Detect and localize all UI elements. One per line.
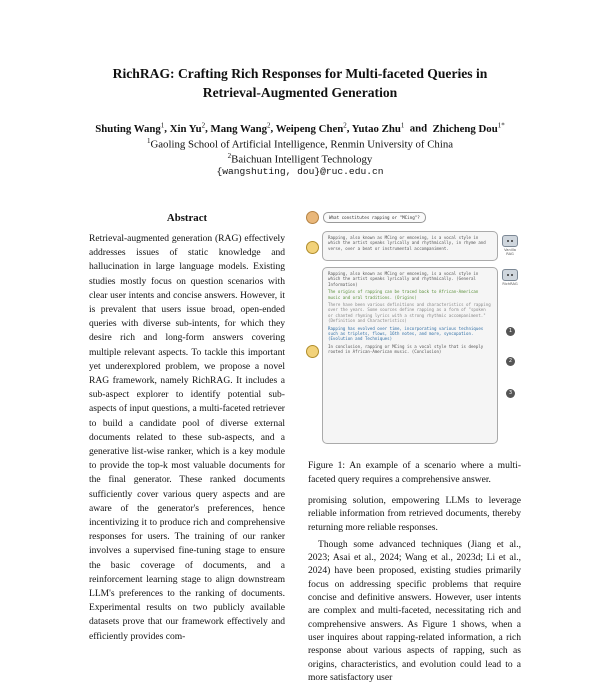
author: Yutao Zhu$^1$ — [351, 121, 405, 135]
author: Weipeng Chen$^2$ — [275, 121, 347, 135]
affiliation-1: $^1$Gaoling School of Artificial Intelligence, Renmin University of China — [146, 137, 454, 151]
step-marker: 2 — [506, 357, 515, 366]
figure-1 — [300, 207, 522, 447]
author: Zhicheng Dou$^{1*}$ — [432, 121, 505, 135]
body-text — [308, 494, 521, 684]
figure-caption: Figure 1: An example of a scenario where a multi-faceted query requires a comprehensive answer. — [308, 460, 521, 485]
user-avatar-icon — [306, 211, 319, 224]
answer-segment: Rapping has evolved over time, incorporating various techniques such as triplets, flows, 16th notes, and more, syncopation. (Evolution and Techniques) — [328, 325, 484, 342]
vanilla-rag-bot: Vanilla RAG — [500, 235, 520, 256]
paragraph: promising solution, empowering LLMs to leverage reliable information from retrieved documents, thereby returning more reliable responses. — [308, 495, 521, 533]
richrag-answer — [322, 267, 498, 444]
author: Xin Yu$^2$ — [169, 121, 206, 135]
user-question-bubble: What constitutes rapping or "MCing"? — [323, 212, 426, 223]
step-marker: 1 — [506, 327, 515, 336]
author-email: {wangshuting, dou}@ruc.edu.cn — [216, 166, 384, 177]
abstract-heading: Abstract — [166, 212, 208, 224]
answer-segment: Rapping, also known as MCing or emceeing, is a vocal style in which the artist speaks lyrically and rhythmically. (General Information) — [328, 271, 479, 287]
vanilla-rag-answer: Rapping, also known as MCing or emceeing, is a vocal style in which the artist speaks lyrically and rhythmically, in rhyme and verse, over a beat or instrumental accompaniment. — [322, 231, 498, 261]
title-line-2: Retrieval-Augmented Generation — [202, 85, 398, 100]
robot-icon — [502, 235, 518, 247]
answer-segment: In conclusion, rapping or MCing is a vocal style that is deeply rooted in African-American music. (Conclusion) — [328, 343, 484, 355]
step-marker: 3 — [506, 389, 515, 398]
robot-icon — [502, 269, 518, 281]
paper-title — [0, 64, 600, 102]
author-and: and — [409, 122, 428, 135]
paragraph: Though some advanced techniques (Jiang et al., 2023; Asai et al., 2024; Wang et al., 2023d; Li et al., 2024) have been proposed, existing studies primarily focus on addressing specific problems that require concise and definitive answers. However, user intents are complex and multi-faceted, necessitating rich and comprehensive answers. As Figure 1 shows, when a user inquires about rapping-related information, a rich response about various aspects of rapping, such as origins, characteristics, and evolution could lead to a more satisfactory user — [308, 538, 521, 683]
answer-segment: The origins of rapping can be traced back to African-American music and oral traditions. (Origins) — [328, 289, 479, 300]
author: Shuting Wang$^1$ — [95, 121, 165, 135]
abstract-text: Retrieval-augmented generation (RAG) effectively addresses issues of static knowledge and hallucination in large language models. Existing studies mostly focus on question scenarios with clear user intents and concise answers. However, it is prevalent that users issue broad, open-ended queries with diverse sub-intents, for which they desire rich and long-form answers covering multiple relevant aspects. To tackle this important yet underexplored problem, we propose a novel RAG framework, namely RichRAG. It includes a sub-aspect explorer to identify potential sub-aspects of input questions, a multi-faceted retriever to build a candidate pool of diverse external documents related to these sub-aspects, and a generative list-wise ranker, which is a key module to provide the top-k most valuable documents for the final generator. These ranked documents sufficiently cover various query aspects and are aware of the generator's preferences, hence incentivizing it to produce rich and comprehensive responses for users. The training of our ranker involves a supervised fine-tuning stage to ensure the basic coverage of documents, and a reinforcement learning stage to align downstream LLM's preferences to the ranking of documents. Experimental results on two publicly available datasets prove that our framework effectively and efficiently provides com- — [89, 233, 285, 642]
author-list: Shuting Wang$^1$, Xin Yu$^2$, Mang Wang$^2$, Weipeng Chen$^2$, Yutao Zhu$^1$ and Zhicheng Dou$^{1*}$ — [95, 121, 505, 135]
happy-face-icon — [306, 345, 319, 358]
author: Mang Wang$^2$ — [210, 121, 271, 135]
answer-segment: There have been various definitions and characteristics of rapping over the years. Some sources define rapping as a form of "spoken or chanted rhyming lyrics with a strong rhythmic accompaniment." (Definition and Characteristics) — [328, 302, 491, 324]
title-line-1: RichRAG: Crafting Rich Responses for Multi-faceted Queries in — [112, 66, 488, 81]
unhappy-face-icon — [306, 241, 319, 254]
richrag-bot: RichRAG — [500, 269, 520, 286]
affiliation-2: $^2$Baichuan Intelligent Technology — [227, 152, 373, 166]
user-question-row — [306, 211, 426, 224]
